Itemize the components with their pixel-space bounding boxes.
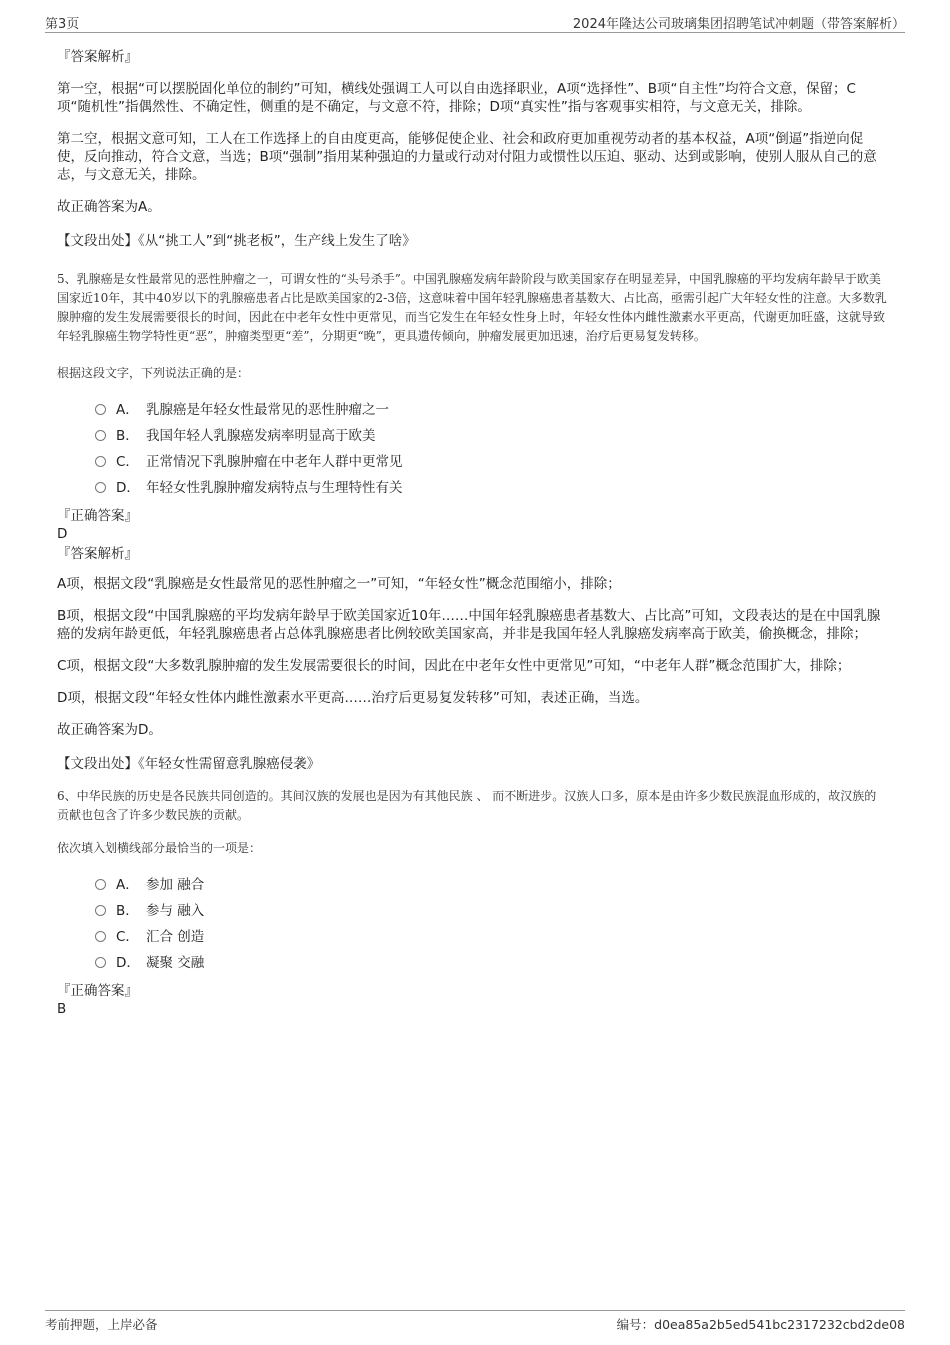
radio-icon[interactable] bbox=[95, 905, 106, 916]
q6-answer-label: 『正确答案』 bbox=[57, 983, 138, 999]
radio-icon[interactable] bbox=[95, 879, 106, 890]
q6-options bbox=[57, 872, 887, 976]
q6-stem: 6、中华民族的历史是各民族共同创造的。其间汉族的发展也是因为有其他民族 、 而不断进步。汉族人口多，原本是由许多少数民族混血形成的，故汉族的贡献也包含了许多少数民族的贡献。 bbox=[57, 789, 877, 822]
radio-icon[interactable] bbox=[95, 456, 106, 467]
q5-answer: D bbox=[57, 526, 68, 542]
radio-icon[interactable] bbox=[95, 931, 106, 942]
footer-slogan: 考前押题，上岸必备 bbox=[45, 1317, 158, 1332]
q6-option-b[interactable]: B． 参与 融入 bbox=[95, 898, 887, 924]
q6-option-d[interactable]: D． 凝聚 交融 bbox=[95, 950, 887, 976]
q5-option-d[interactable]: D． 年轻女性乳腺肿瘤发病特点与生理特性有关 bbox=[95, 475, 887, 501]
q4-source: 【文段出处】《从“挑工人”到“挑老板”，生产线上发生了啥》 bbox=[57, 233, 416, 249]
q5-conclusion: 故正确答案为D。 bbox=[57, 722, 162, 738]
q4-analysis-para-2: 第二空，根据文意可知，工人在工作选择上的自由度更高，能够促使企业、社会和政府更加重视劳动者的基本权益，A项“倒逼”指逆向促使，反向推动，符合文意，当选；B项“强制”指用某种强迫的力量或行动对付阻力或惯性以压迫、驱动、达到或影响，使别人服从自己的意志，与文意无关，排除。 bbox=[57, 131, 877, 183]
radio-icon[interactable] bbox=[95, 404, 106, 415]
serial-number: d0ea85a2b5ed541bc2317232cbd2de08 bbox=[654, 1317, 905, 1332]
q6-option-c[interactable]: C． 汇合 创造 bbox=[95, 924, 887, 950]
radio-icon[interactable] bbox=[95, 430, 106, 441]
q5-analysis-c: C项，根据文段“大多数乳腺肿瘤的发生发展需要很长的时间，因此在中老年女性中更常见”可知，“中老年人群”概念范围扩大，排除； bbox=[57, 658, 851, 674]
q6-answer: B bbox=[57, 1001, 67, 1017]
q5-analysis-label: 『答案解析』 bbox=[57, 546, 138, 562]
footer-serial bbox=[617, 1315, 905, 1333]
q5-analysis-b: B项，根据文段“中国乳腺癌的平均发病年龄早于欧美国家近10年……中国年轻乳腺癌患者基数大、占比高”可知，文段表达的是在中国乳腺癌的发病年龄更低，年轻乳腺癌患者占总体乳腺癌患者比例较欧美国家高，并非是我国年轻人乳腺癌发病率高于欧美，偷换概念，排除； bbox=[57, 608, 881, 642]
q6-option-a[interactable]: A． 参加 融合 bbox=[95, 872, 887, 898]
radio-icon[interactable] bbox=[95, 482, 106, 493]
q5-stem: 5、乳腺癌是女性最常见的恶性肿瘤之一，可谓女性的“头号杀手”。中国乳腺癌发病年龄阶段与欧美国家存在明显差异，中国乳腺癌的平均发病年龄早于欧美国家近10年，其中40岁以下的乳腺癌患者占比是欧美国家的2-3倍，这意味着中国年轻乳腺癌患者基数大、占比高，亟需引起广大年轻女性的注意。大多数乳腺肿瘤的发生发展需要很长的时间，因此在中老年女性中更常见，而当它发生在年轻女性身上时，年轻女性体内雌性激素水平更高，代谢更加旺盛，这就导致年轻乳腺癌生物学特性更“恶”，肿瘤类型更“差”，分期更“晚”，更具遗传倾向，肿瘤发展更加迅速，治疗后更易复发转移。 bbox=[57, 272, 887, 343]
page-number: 第3页 bbox=[45, 17, 80, 32]
q5-analysis-a: A项，根据文段“乳腺癌是女性最常见的恶性肿瘤之一”可知，“年轻女性”概念范围缩小，排除； bbox=[57, 576, 621, 592]
q5-source: 【文段出处】《年轻女性需留意乳腺癌侵袭》 bbox=[57, 756, 321, 772]
page-content bbox=[57, 48, 887, 1018]
q6-question: 依次填入划横线部分最恰当的一项是： bbox=[57, 841, 262, 855]
radio-icon[interactable] bbox=[95, 957, 106, 968]
q5-answer-label: 『正确答案』 bbox=[57, 508, 138, 524]
page-footer bbox=[45, 1310, 905, 1335]
q4-conclusion: 故正确答案为A。 bbox=[57, 199, 161, 215]
q5-option-c[interactable]: C． 正常情况下乳腺肿瘤在中老年人群中更常见 bbox=[95, 449, 887, 475]
document-title: 2024年隆达公司玻璃集团招聘笔试冲刺题（带答案解析） bbox=[572, 17, 905, 32]
q5-analysis-d: D项，根据文段“年轻女性体内雌性激素水平更高……治疗后更易复发转移”可知，表述正确，当选。 bbox=[57, 690, 649, 706]
q5-options bbox=[57, 397, 887, 501]
q5-option-a[interactable]: A． 乳腺癌是年轻女性最常见的恶性肿瘤之一 bbox=[95, 397, 887, 423]
q4-analysis-label: 『答案解析』 bbox=[57, 49, 138, 65]
q5-option-b[interactable]: B． 我国年轻人乳腺癌发病率明显高于欧美 bbox=[95, 423, 887, 449]
page-header bbox=[45, 10, 905, 33]
serial-label: 编号： bbox=[616, 1317, 655, 1332]
q5-question: 根据这段文字，下列说法正确的是： bbox=[57, 366, 250, 380]
q4-analysis-para-1: 第一空，根据“可以摆脱固化单位的制约”可知，横线处强调工人可以自由选择职业，A项“选择性”、B项“自主性”均符合文意，保留；C项“随机性”指偶然性、不确定性，侧重的是不确定，与文意不符，排除；D项“真实性”指与客观事实相符，与文意无关，排除。 bbox=[57, 81, 856, 115]
